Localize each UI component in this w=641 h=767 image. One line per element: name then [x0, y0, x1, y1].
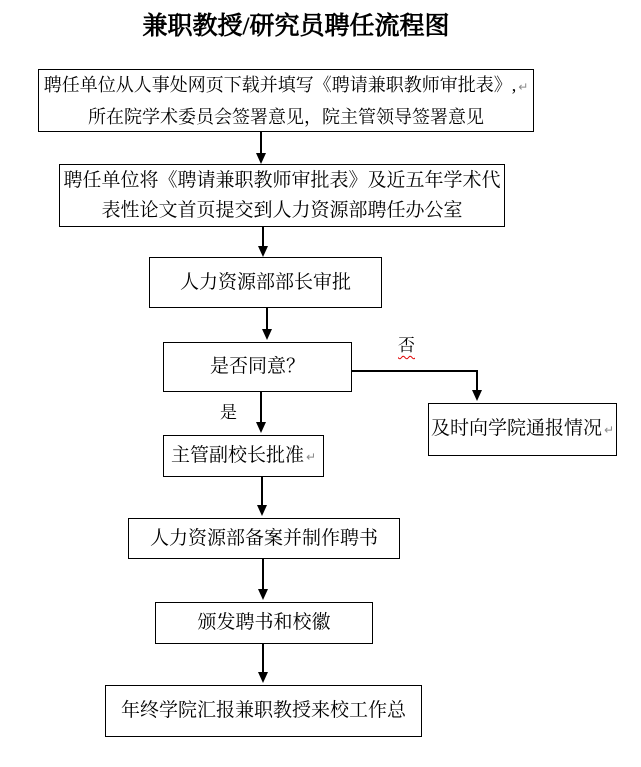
arrow-step1-step2 — [256, 132, 266, 164]
flow-box-year-end-report — [105, 685, 422, 737]
arrow-decision-yes — [256, 392, 266, 433]
flow-box-download-fill-form — [38, 69, 534, 132]
flow-box-text-line: 聘任单位将《聘请兼职教师审批表》及近五年学术代 — [63, 169, 501, 191]
flow-box-text-line — [171, 441, 316, 472]
flow-box-text-line — [44, 70, 529, 102]
flow-box-text: 及时向学院通报情况 — [430, 418, 602, 439]
arrow-step3-decision — [262, 308, 272, 340]
line-break-mark: ↵ — [518, 79, 529, 94]
page-title: 兼职教授/研究员聘任流程图 — [142, 13, 450, 40]
flow-box-hr-record-certificate — [128, 518, 400, 559]
flow-box-text: 年终学院汇报兼职教授来校工作总 — [120, 700, 406, 721]
line-break-mark: ↵ — [305, 449, 317, 464]
flow-box-hr-director-approval — [149, 257, 382, 308]
flow-box-submit-materials — [59, 164, 505, 227]
line-break-mark: ↵ — [603, 423, 615, 437]
branch-label-no: 否 — [398, 336, 415, 355]
flow-box-text: 人力资源部部长审批 — [179, 271, 351, 293]
flow-box-text: 人力资源部备案并制作聘书 — [149, 527, 378, 549]
flow-box-text: 是否同意？ — [209, 356, 305, 377]
flow-box-decision-agree — [163, 342, 352, 392]
arrow-step7-step8 — [258, 644, 268, 683]
arrow-step5-step6 — [257, 477, 267, 516]
arrow-step6-step7 — [258, 559, 268, 600]
arrow-decision-no — [352, 371, 482, 401]
flow-box-text-line: 所在院学术委员会签署意见，院主管领导签署意见 — [88, 106, 484, 127]
flow-box-text: 聘任单位从人事处网页下载并填写《聘请兼职教师审批表》, — [43, 74, 517, 95]
flow-box-text-line: 表性论文首页提交到人力资源部聘任办公室 — [101, 199, 463, 221]
flow-box-vice-president-approval — [163, 435, 324, 477]
flow-box-notify-college — [428, 403, 617, 456]
flow-box-issue-certificate-badge — [155, 602, 373, 644]
flow-box-text: 颁发聘书和校徽 — [197, 612, 331, 633]
flow-box-text-line — [431, 414, 614, 445]
flow-box-text: 主管副校长批准 — [170, 444, 304, 466]
branch-label-yes: 是 — [220, 403, 237, 422]
arrow-step2-step3 — [258, 227, 268, 257]
